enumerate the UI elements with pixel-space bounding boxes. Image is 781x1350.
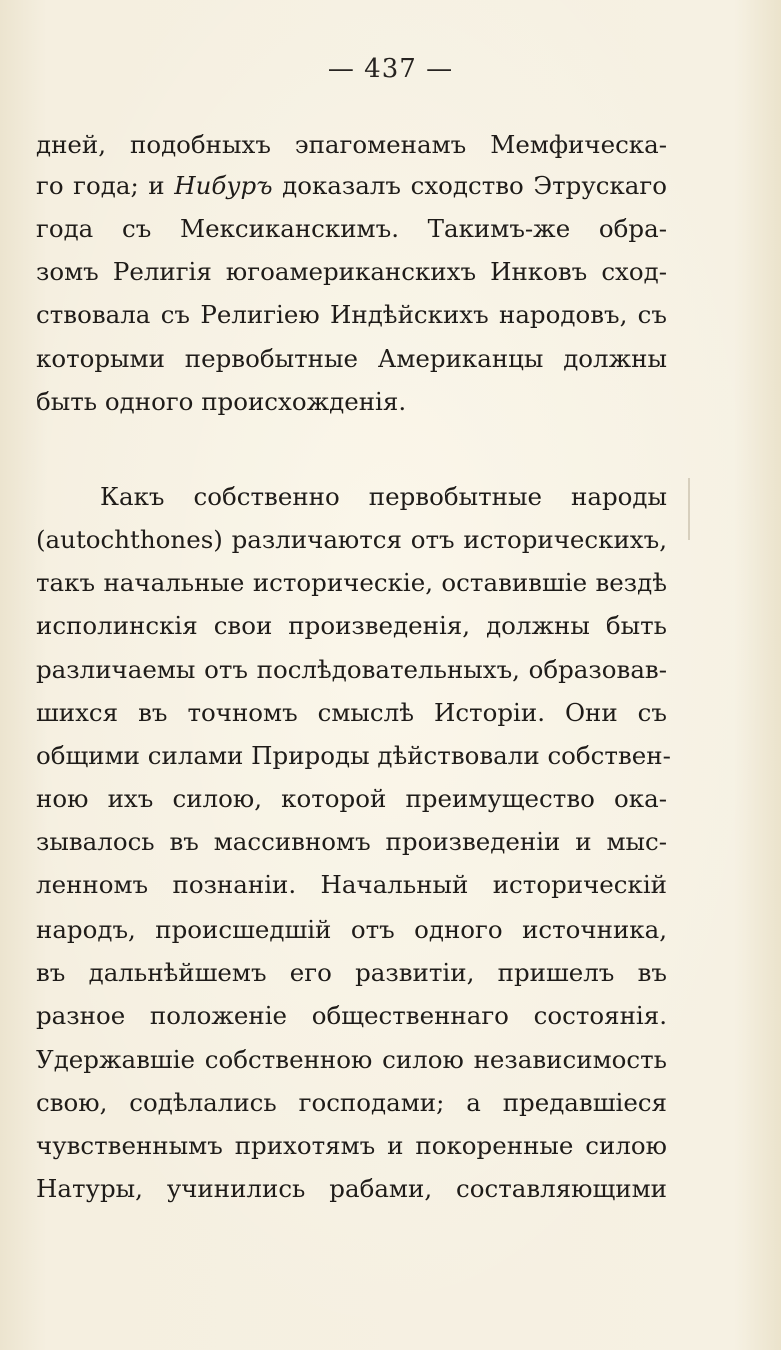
text-line: Какъ собственно первобытные народы	[100, 482, 667, 511]
text-line: разное положеніе общественнаго состоянія.	[36, 1001, 667, 1030]
text-line: зомъ Религія югоамериканскихъ Инковъ сход-	[36, 257, 667, 286]
text-line: общими силами Природы дѣйствовали собствен-	[36, 741, 671, 770]
text-line: различаемы отъ послѣдовательныхъ, образовав-	[36, 655, 667, 684]
text-line: ною ихъ силою, которой преимущество ока-	[36, 784, 667, 813]
text-line: въ дальнѣйшемъ его развитіи, пришелъ въ	[36, 958, 667, 987]
name-niebuhr: Нибуръ	[174, 171, 273, 200]
text-line: дней, подобныхъ эпагоменамъ Мемфическа-	[36, 130, 667, 159]
text-line: ствовала съ Религіею Индѣйскихъ народовъ, съ	[36, 300, 667, 329]
text-line: шихся въ точномъ смыслѣ Исторіи. Они съ	[36, 698, 667, 727]
text-line: свою, содѣлались господами; а предавшіеся	[36, 1088, 667, 1117]
text-line: быть одного происхожденія.	[36, 387, 407, 416]
margin-mark	[688, 478, 690, 540]
text-line: (autochthones) различаются отъ историческихъ,	[36, 525, 667, 554]
text-line: Натуры, учинились рабами, составляющими	[36, 1174, 667, 1203]
text-line	[36, 166, 667, 206]
text-line: которыми первобытные Американцы должны	[36, 344, 667, 373]
text-line: чувственнымъ прихотямъ и покоренные силою	[36, 1131, 667, 1160]
text-line: исполинскія свои произведенія, должны быть	[36, 611, 667, 640]
text-line: ленномъ познаніи. Начальный историческій	[36, 870, 667, 899]
text-segment: доказалъ сходство Этрускаго	[282, 171, 667, 200]
text-segment: го года; и	[36, 171, 165, 200]
text-line: такъ начальные историческіе, оставившіе вездѣ	[36, 568, 667, 597]
page-number: — 437 —	[327, 54, 454, 84]
text-line: года съ Мексиканскимъ. Такимъ-же обра-	[36, 214, 667, 243]
text-line: народъ, происшедшій отъ одного источника,	[36, 915, 667, 944]
text-line: Удержавшіе собственною силою независимость	[36, 1045, 667, 1074]
text-line: зывалось въ массивномъ произведеніи и мыс-	[36, 827, 667, 856]
